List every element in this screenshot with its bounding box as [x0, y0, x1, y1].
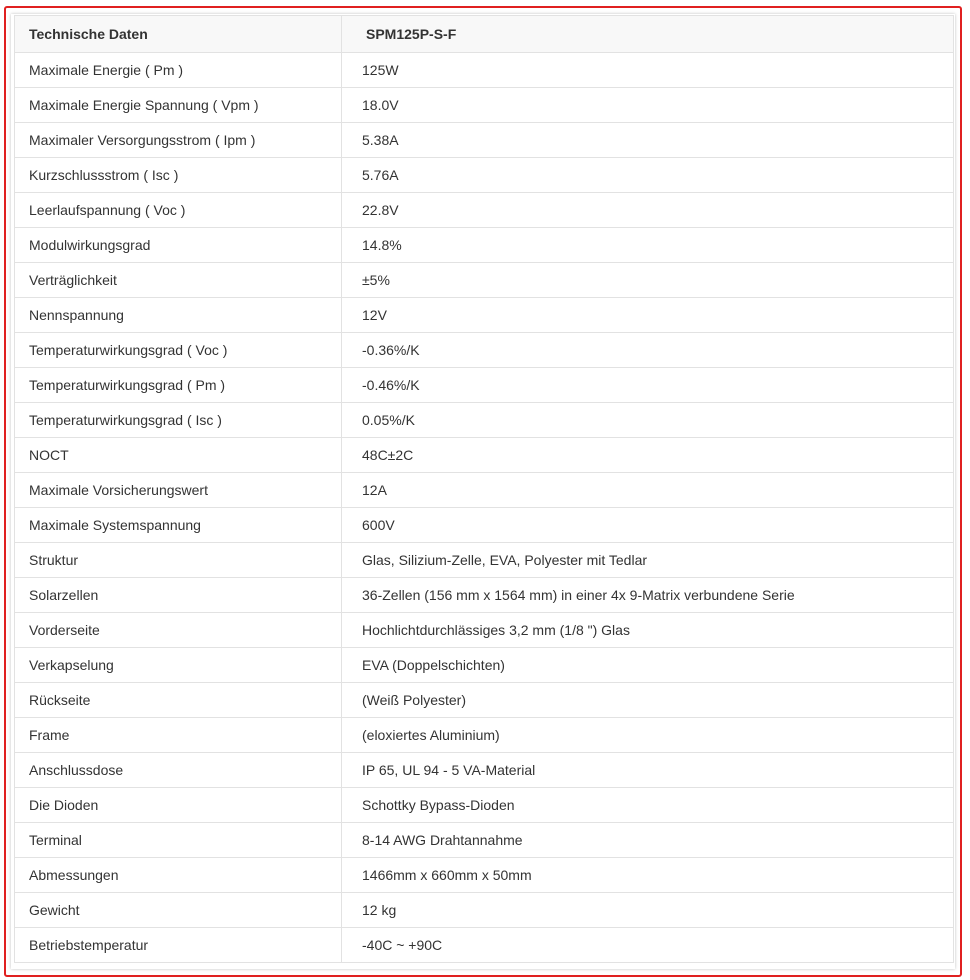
spec-label: Solarzellen — [15, 578, 342, 613]
spec-value: 1466mm x 660mm x 50mm — [342, 858, 954, 893]
spec-label: NOCT — [15, 438, 342, 473]
spec-value: 12 kg — [342, 893, 954, 928]
spec-label: Struktur — [15, 543, 342, 578]
table-row — [15, 53, 954, 88]
spec-label: Kurzschlussstrom ( Isc ) — [15, 158, 342, 193]
spec-label: Verkapselung — [15, 648, 342, 683]
spec-label: Abmessungen — [15, 858, 342, 893]
spec-value: 5.38A — [342, 123, 954, 158]
spec-label: Maximale Systemspannung — [15, 508, 342, 543]
spec-value: 12A — [342, 473, 954, 508]
table-row — [15, 123, 954, 158]
table-row — [15, 543, 954, 578]
spec-value: (eloxiertes Aluminium) — [342, 718, 954, 753]
spec-label: Betriebstemperatur — [15, 928, 342, 963]
table-row — [15, 928, 954, 963]
spec-value: 18.0V — [342, 88, 954, 123]
table-header-row — [15, 16, 954, 53]
spec-value: EVA (Doppelschichten) — [342, 648, 954, 683]
spec-label: Gewicht — [15, 893, 342, 928]
table-row — [15, 298, 954, 333]
spec-label: Maximale Vorsicherungswert — [15, 473, 342, 508]
spec-label: Modulwirkungsgrad — [15, 228, 342, 263]
spec-value: -0.46%/K — [342, 368, 954, 403]
spec-label: Nennspannung — [15, 298, 342, 333]
table-row — [15, 473, 954, 508]
spec-value: Hochlichtdurchlässiges 3,2 mm (1/8 ") Glas — [342, 613, 954, 648]
spec-value: -40C ~ +90C — [342, 928, 954, 963]
table-row — [15, 823, 954, 858]
spec-value: ±5% — [342, 263, 954, 298]
table-row — [15, 858, 954, 893]
table-row — [15, 228, 954, 263]
spec-label: Temperaturwirkungsgrad ( Voc ) — [15, 333, 342, 368]
table-row — [15, 613, 954, 648]
header-label: Technische Daten — [15, 16, 342, 53]
table-row — [15, 753, 954, 788]
spec-value: 8-14 AWG Drahtannahme — [342, 823, 954, 858]
table-row — [15, 578, 954, 613]
table-row — [15, 683, 954, 718]
spec-label: Verträglichkeit — [15, 263, 342, 298]
table-row — [15, 193, 954, 228]
spec-label: Temperaturwirkungsgrad ( Pm ) — [15, 368, 342, 403]
spec-label: Maximale Energie ( Pm ) — [15, 53, 342, 88]
spec-label: Terminal — [15, 823, 342, 858]
table-row — [15, 368, 954, 403]
spec-label: Anschlussdose — [15, 753, 342, 788]
spec-value: 0.05%/K — [342, 403, 954, 438]
spec-value: (Weiß Polyester) — [342, 683, 954, 718]
table-row — [15, 88, 954, 123]
spec-value: 14.8% — [342, 228, 954, 263]
spec-label: Maximale Energie Spannung ( Vpm ) — [15, 88, 342, 123]
spec-value: 600V — [342, 508, 954, 543]
spec-value: 22.8V — [342, 193, 954, 228]
table-row — [15, 158, 954, 193]
spec-label: Vorderseite — [15, 613, 342, 648]
spec-label: Leerlaufspannung ( Voc ) — [15, 193, 342, 228]
spec-label: Die Dioden — [15, 788, 342, 823]
spec-value: 5.76A — [342, 158, 954, 193]
table-row — [15, 263, 954, 298]
spec-label: Temperaturwirkungsgrad ( Isc ) — [15, 403, 342, 438]
table-row — [15, 403, 954, 438]
spec-table — [14, 15, 954, 963]
spec-value: 125W — [342, 53, 954, 88]
header-model: SPM125P-S-F — [342, 16, 954, 53]
spec-value: Glas, Silizium-Zelle, EVA, Polyester mit Tedlar — [342, 543, 954, 578]
spec-value: -0.36%/K — [342, 333, 954, 368]
table-row — [15, 508, 954, 543]
spec-value: 36-Zellen (156 mm x 1564 mm) in einer 4x 9-Matrix verbundene Serie — [342, 578, 954, 613]
spec-label: Rückseite — [15, 683, 342, 718]
table-row — [15, 438, 954, 473]
spec-label: Frame — [15, 718, 342, 753]
spec-label: Maximaler Versorgungsstrom ( Ipm ) — [15, 123, 342, 158]
table-row — [15, 333, 954, 368]
spec-value: Schottky Bypass-Dioden — [342, 788, 954, 823]
table-row — [15, 718, 954, 753]
spec-value: 12V — [342, 298, 954, 333]
table-row — [15, 788, 954, 823]
spec-value: 48C±2C — [342, 438, 954, 473]
table-row — [15, 648, 954, 683]
spec-value: IP 65, UL 94 - 5 VA-Material — [342, 753, 954, 788]
table-row — [15, 893, 954, 928]
